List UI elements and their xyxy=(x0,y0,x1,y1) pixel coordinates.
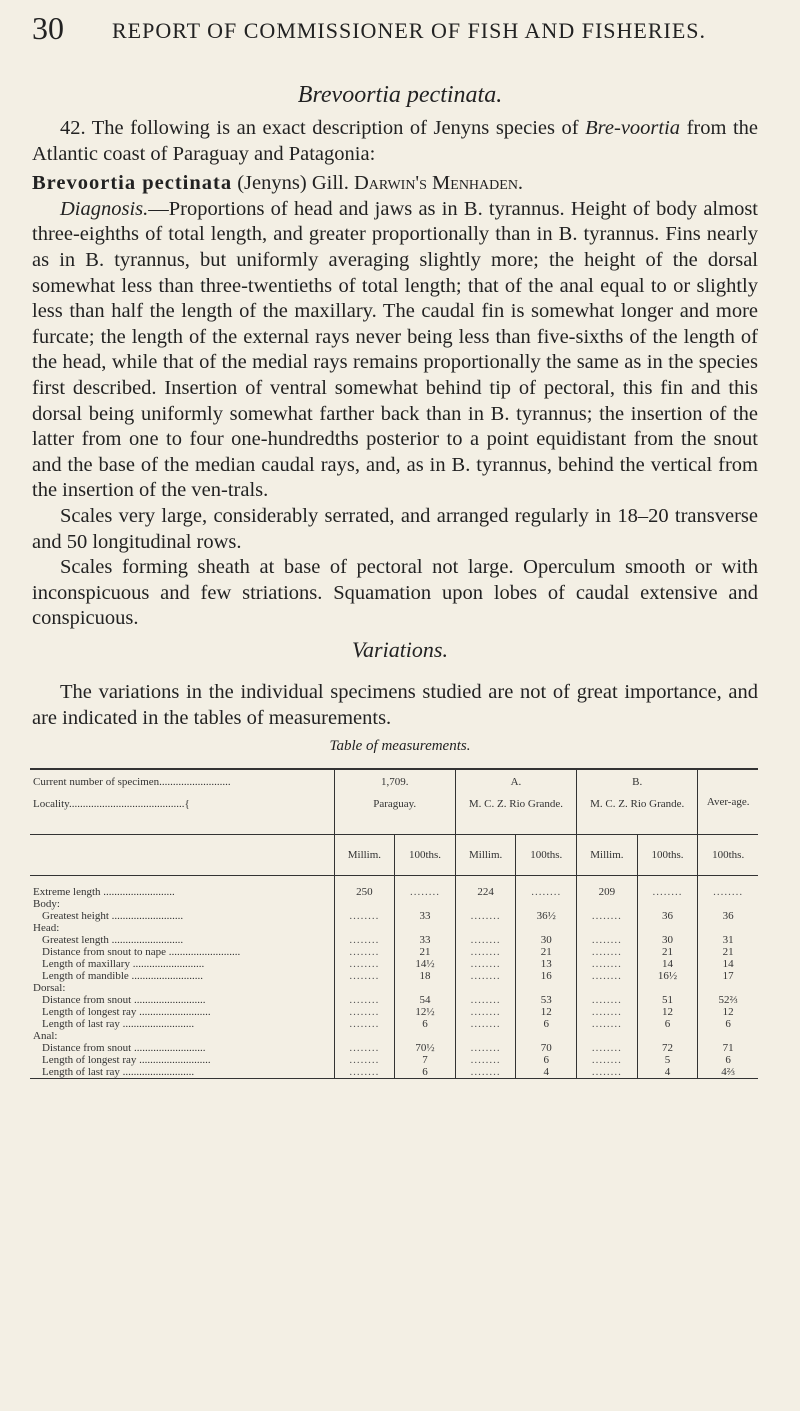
table-cell xyxy=(516,898,577,910)
row-label: Greatest height .......................... xyxy=(42,910,184,922)
unit-label: 100ths. xyxy=(516,835,577,876)
table-header-row xyxy=(30,769,758,788)
variations-heading: Variations. xyxy=(352,637,448,662)
specimen-number: 1,709. xyxy=(334,769,455,788)
table-cell: ........ xyxy=(455,1066,516,1079)
table-cell: 5 xyxy=(637,1054,698,1066)
table-cell: 21 xyxy=(698,946,758,958)
table-cell: 4 xyxy=(516,1066,577,1079)
table-spacer-row xyxy=(30,876,758,887)
table-cell: ........ xyxy=(334,970,395,982)
table-cell: 209 xyxy=(577,886,638,898)
spacer-cell xyxy=(637,876,698,887)
specimen-number: A. xyxy=(455,769,576,788)
row-label: Length of longest ray .......................... xyxy=(42,1006,211,1018)
table-cell: 52⅔ xyxy=(698,994,758,1006)
table-row xyxy=(30,1054,758,1066)
table-cell: 33 xyxy=(395,910,456,922)
para42-tail: from the Atlantic coast of Paraguay and Patagonia: xyxy=(32,117,758,165)
table-row xyxy=(30,1018,758,1030)
table-cell: 13 xyxy=(516,958,577,970)
page-number: 30 xyxy=(32,10,64,46)
table-cell: 71 xyxy=(698,1042,758,1054)
table-cell: 36 xyxy=(698,910,758,922)
diagnosis-paragraph xyxy=(32,197,758,504)
table-cell: ........ xyxy=(577,1066,638,1079)
table-cell xyxy=(577,922,638,934)
table-cell xyxy=(577,982,638,994)
table-cell xyxy=(516,922,577,934)
table-row xyxy=(30,1006,758,1018)
table-cell: ........ xyxy=(334,1018,395,1030)
table-cell: 12 xyxy=(516,1006,577,1018)
table-cell: ........ xyxy=(577,958,638,970)
table-row xyxy=(30,886,758,898)
unit-label: 100ths. xyxy=(698,835,758,876)
row-label: Length of longest ray .......................... xyxy=(42,1054,211,1066)
table-cell xyxy=(698,898,758,910)
table-cell: 7 xyxy=(395,1054,456,1066)
table-cell: 30 xyxy=(637,934,698,946)
unit-label: Millim. xyxy=(577,835,638,876)
spacer-cell xyxy=(516,876,577,887)
table-cell: ........ xyxy=(698,886,758,898)
species-name: Brevoortia pectinata xyxy=(32,172,233,195)
table-cell: 6 xyxy=(698,1054,758,1066)
table-cell: ........ xyxy=(577,910,638,922)
para42-lead: 42. The following is an exact description of Jenyns species of xyxy=(60,117,586,139)
table-row xyxy=(30,982,758,994)
table-cell: 70 xyxy=(516,1042,577,1054)
table-cell xyxy=(637,982,698,994)
table-cell: ........ xyxy=(334,1006,395,1018)
table-cell xyxy=(455,898,516,910)
table-cell: ........ xyxy=(334,958,395,970)
row-label: Length of last ray .......................... xyxy=(30,1066,334,1079)
unit-label: 100ths. xyxy=(637,835,698,876)
header-label-locality: Locality..........................................{ xyxy=(33,798,190,810)
running-title: REPORT OF COMMISSIONER OF FISH AND FISHERIES. xyxy=(112,18,707,43)
genus-name: Bre-voortia xyxy=(585,117,681,139)
table-cell xyxy=(637,922,698,934)
table-cell xyxy=(455,982,516,994)
paragraph-42 xyxy=(32,116,758,167)
table-cell: 6 xyxy=(395,1066,456,1079)
table-cell: 36½ xyxy=(516,910,577,922)
table-cell: ........ xyxy=(577,970,638,982)
table-cell xyxy=(577,898,638,910)
table-units-row xyxy=(30,835,758,876)
diagnosis-label: Diagnosis. xyxy=(60,197,149,220)
table-cell xyxy=(577,1030,638,1042)
table-cell: 70½ xyxy=(395,1042,456,1054)
row-label: Extreme length .......................... xyxy=(33,886,175,898)
table-cell: 224 xyxy=(455,886,516,898)
table-row xyxy=(30,970,758,982)
table-cell: 54 xyxy=(395,994,456,1006)
table-cell: 33 xyxy=(395,934,456,946)
table-cell xyxy=(698,922,758,934)
units-spacer xyxy=(30,835,334,876)
table-caption: Table of measurements. xyxy=(329,738,471,754)
table-cell xyxy=(395,922,456,934)
table-cell: ........ xyxy=(455,970,516,982)
table-cell: ........ xyxy=(455,1042,516,1054)
table-cell: 53 xyxy=(516,994,577,1006)
row-label: Body: xyxy=(33,898,60,910)
variations-paragraph: The variations in the individual specimens studied are not of great importance, and are indicated in the tables of measurements. xyxy=(32,681,758,729)
table-cell xyxy=(395,982,456,994)
table-cell: 21 xyxy=(516,946,577,958)
spacer-cell xyxy=(30,876,334,887)
unit-label: Millim. xyxy=(334,835,395,876)
table-cell xyxy=(334,922,395,934)
table-cell: ........ xyxy=(455,1018,516,1030)
table-cell xyxy=(455,922,516,934)
table-cell: 12½ xyxy=(395,1006,456,1018)
common-name: Darwin's Menhaden. xyxy=(353,172,524,195)
table-row xyxy=(30,910,758,922)
table-row xyxy=(30,1066,758,1079)
table-cell: ........ xyxy=(577,1018,638,1030)
table-cell: ........ xyxy=(455,1054,516,1066)
table-cell: ........ xyxy=(334,994,395,1006)
table-locality-row xyxy=(30,788,758,835)
table-cell: ........ xyxy=(334,1054,395,1066)
table-cell: 18 xyxy=(395,970,456,982)
average-header: Aver-age. xyxy=(698,769,758,835)
table-cell: ........ xyxy=(455,1006,516,1018)
table-row xyxy=(30,1030,758,1042)
scales-paragraph: Scales very large, considerably serrated, and arranged regularly in 18–20 transverse and 50 longitudinal rows. xyxy=(32,504,758,553)
table-cell: ........ xyxy=(455,946,516,958)
row-label: Distance from snout .......................... xyxy=(42,994,206,1006)
table-cell xyxy=(637,898,698,910)
table-cell: ........ xyxy=(516,886,577,898)
species-title: Brevoortia pectinata. xyxy=(297,82,503,108)
table-cell: 14 xyxy=(698,958,758,970)
table-cell: ........ xyxy=(455,910,516,922)
row-label: Length of mandible .......................... xyxy=(42,970,204,982)
table-cell xyxy=(395,898,456,910)
table-row xyxy=(30,898,758,910)
table-cell: ........ xyxy=(334,910,395,922)
table-cell xyxy=(395,1030,456,1042)
spacer-cell xyxy=(698,876,758,887)
table-cell: 6 xyxy=(516,1018,577,1030)
table-cell: ........ xyxy=(577,1006,638,1018)
unit-label: Millim. xyxy=(455,835,516,876)
table-cell xyxy=(637,1030,698,1042)
table-cell xyxy=(516,1030,577,1042)
header-label-current: Current number of specimen.......................... xyxy=(30,769,334,788)
table-cell: 6 xyxy=(698,1018,758,1030)
table-cell: 72 xyxy=(637,1042,698,1054)
table-cell xyxy=(516,982,577,994)
table-cell: 6 xyxy=(395,1018,456,1030)
specimen-locality: Paraguay. xyxy=(334,788,455,835)
row-label: Length of maxillary .......................... xyxy=(42,958,205,970)
table-cell: 21 xyxy=(395,946,456,958)
table-cell: 16 xyxy=(516,970,577,982)
spacer-cell xyxy=(577,876,638,887)
diagnosis-text: —Proportions of head and jaws as in B. tyrannus. Height of body almost three-eighths of total length, and greater proportionally than in B. tyrannus. Fins nearly as in B. tyrannus, but uniformly averaging slightly more; the height of the dorsal somewhat less than three-twentieths of total length; that of the anal equal to or slightly less than half the length of the maxillary. The caudal fin is somewhat longer and more furcate; the length of the external rays never being less than five-sixths of the length of the head, while that of the medial rays remains proportionally the same as in the species first described. Insertion of ventral somewhat behind tip of pectoral, this fin and this dorsal being uniformly somewhat farther back than in B. tyrannus; the insertion of the latter from one to four one-hundredths posterior to a point equidistant from the snout and the base of the median caudal rays, and, as in B. tyrannus, behind the vertical from the insertion of the ven-trals. xyxy=(32,197,758,502)
row-label: Distance from snout to nape .......................... xyxy=(42,946,241,958)
table-cell: 14 xyxy=(637,958,698,970)
table-cell: ........ xyxy=(577,934,638,946)
description-body xyxy=(32,116,758,632)
table-cell xyxy=(334,982,395,994)
row-label: Greatest length .......................... xyxy=(42,934,184,946)
table-cell: 12 xyxy=(637,1006,698,1018)
table-cell: ........ xyxy=(637,886,698,898)
table-row xyxy=(30,922,758,934)
row-label: Anal: xyxy=(33,1030,58,1042)
table-cell: ........ xyxy=(334,1042,395,1054)
row-label: Length of last ray .......................... xyxy=(42,1018,195,1030)
table-cell: ........ xyxy=(334,934,395,946)
table-cell xyxy=(334,1030,395,1042)
table-row xyxy=(30,946,758,958)
table-cell: 16½ xyxy=(637,970,698,982)
table-cell: ........ xyxy=(395,886,456,898)
table-cell: ........ xyxy=(455,934,516,946)
table-cell: ........ xyxy=(577,994,638,1006)
table-cell: ........ xyxy=(334,1066,395,1079)
variations-body xyxy=(32,680,758,731)
table-cell xyxy=(334,898,395,910)
species-line xyxy=(32,171,758,197)
table-cell: 51 xyxy=(637,994,698,1006)
table-row xyxy=(30,994,758,1006)
table-cell: 4 xyxy=(637,1066,698,1079)
table-cell: 36 xyxy=(637,910,698,922)
row-label: Dorsal: xyxy=(33,982,66,994)
specimen-locality: M. C. Z. Rio Grande. xyxy=(455,788,576,835)
table-cell: 4⅔ xyxy=(698,1066,758,1079)
spacer-cell xyxy=(455,876,516,887)
table-cell: ........ xyxy=(334,946,395,958)
table-cell: ........ xyxy=(455,994,516,1006)
table-cell xyxy=(455,1030,516,1042)
table-cell: ........ xyxy=(577,946,638,958)
table-cell xyxy=(698,982,758,994)
sheath-paragraph: Scales forming sheath at base of pectoral not large. Operculum smooth or with inconspicuous and few striations. Squamation upon lobes of caudal extensive and conspicuous. xyxy=(32,556,758,630)
row-label: Head: xyxy=(33,922,60,934)
measurements-table xyxy=(30,768,758,1079)
table-cell xyxy=(698,1030,758,1042)
table-cell: 6 xyxy=(516,1054,577,1066)
unit-label: 100ths. xyxy=(395,835,456,876)
row-label: Distance from snout .......................... xyxy=(42,1042,206,1054)
specimen-locality: M. C. Z. Rio Grande. xyxy=(577,788,698,835)
table-cell: 30 xyxy=(516,934,577,946)
table-row xyxy=(30,934,758,946)
table-cell: 31 xyxy=(698,934,758,946)
table-cell: 17 xyxy=(698,970,758,982)
table-cell: ........ xyxy=(577,1054,638,1066)
table-cell: 250 xyxy=(334,886,395,898)
table-cell: 21 xyxy=(637,946,698,958)
species-authority: (Jenyns) Gill. xyxy=(232,172,354,195)
table-row xyxy=(30,1042,758,1054)
table-cell: ........ xyxy=(455,958,516,970)
table-cell: ........ xyxy=(577,1042,638,1054)
specimen-number: B. xyxy=(577,769,698,788)
table-cell: 6 xyxy=(637,1018,698,1030)
table-cell: 14½ xyxy=(395,958,456,970)
table-cell: 12 xyxy=(698,1006,758,1018)
page-header xyxy=(32,10,752,50)
spacer-cell xyxy=(395,876,456,887)
spacer-cell xyxy=(334,876,395,887)
table-row xyxy=(30,958,758,970)
